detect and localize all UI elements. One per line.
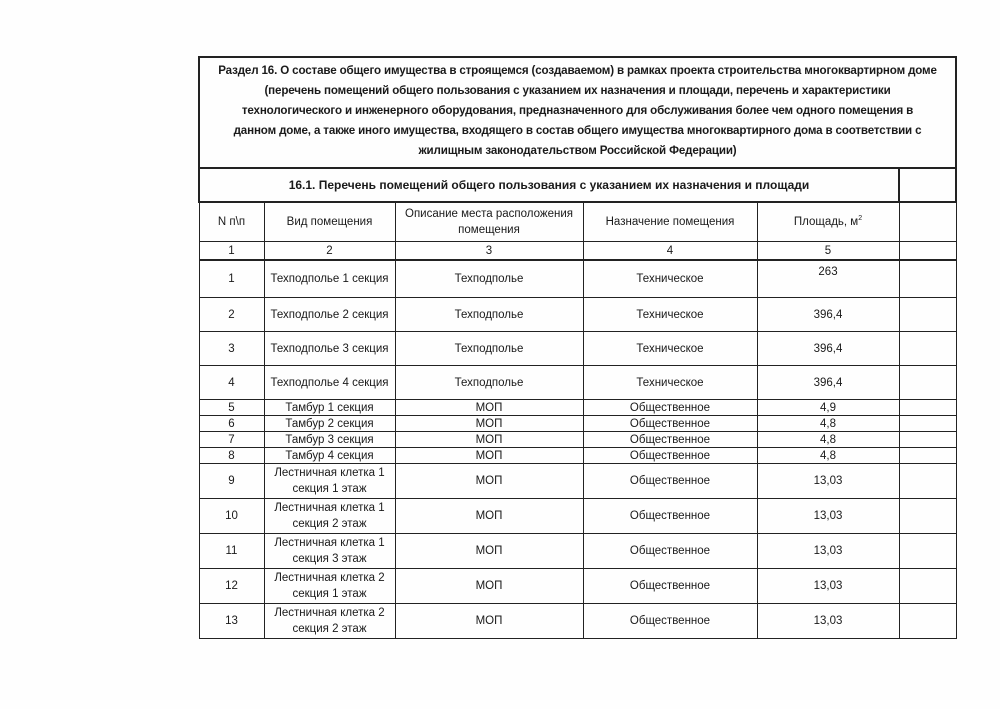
row-number: 7 bbox=[199, 432, 264, 448]
row-room-type: Техподполье 3 секция bbox=[264, 332, 395, 366]
column-number: 5 bbox=[757, 242, 899, 261]
row-area: 4,9 bbox=[757, 400, 899, 416]
row-room-type: Лестничная клетка 1 секция 2 этаж bbox=[264, 499, 395, 534]
row-location: МОП bbox=[395, 534, 583, 569]
row-empty bbox=[899, 604, 956, 639]
row-room-type: Техподполье 4 секция bbox=[264, 366, 395, 400]
row-location: МОП bbox=[395, 400, 583, 416]
table-row bbox=[199, 332, 956, 366]
header-purpose: Назначение помещения bbox=[583, 202, 757, 242]
row-area: 396,4 bbox=[757, 298, 899, 332]
table-row bbox=[199, 400, 956, 416]
header-number: N п\п bbox=[199, 202, 264, 242]
table-row bbox=[199, 499, 956, 534]
row-empty bbox=[899, 400, 956, 416]
header-room-type: Вид помещения bbox=[264, 202, 395, 242]
row-empty bbox=[899, 448, 956, 464]
row-empty bbox=[899, 260, 956, 298]
row-area: 4,8 bbox=[757, 432, 899, 448]
row-purpose: Общественное bbox=[583, 499, 757, 534]
row-area: 4,8 bbox=[757, 448, 899, 464]
table-row bbox=[199, 432, 956, 448]
row-room-type: Лестничная клетка 2 секция 1 этаж bbox=[264, 569, 395, 604]
row-area: 13,03 bbox=[757, 464, 899, 499]
header-area bbox=[757, 202, 899, 242]
row-purpose: Общественное bbox=[583, 569, 757, 604]
table-row bbox=[199, 604, 956, 639]
row-number: 4 bbox=[199, 366, 264, 400]
row-area: 13,03 bbox=[757, 604, 899, 639]
row-number: 2 bbox=[199, 298, 264, 332]
row-room-type: Тамбур 3 секция bbox=[264, 432, 395, 448]
column-number: 3 bbox=[395, 242, 583, 261]
row-empty bbox=[899, 464, 956, 499]
row-empty bbox=[899, 332, 956, 366]
row-room-type: Тамбур 2 секция bbox=[264, 416, 395, 432]
table-row bbox=[199, 366, 956, 400]
column-number: 4 bbox=[583, 242, 757, 261]
row-room-type: Техподполье 1 секция bbox=[264, 260, 395, 298]
row-number: 3 bbox=[199, 332, 264, 366]
row-room-type: Лестничная клетка 2 секция 2 этаж bbox=[264, 604, 395, 639]
subsection-title-row bbox=[199, 168, 956, 202]
row-purpose: Техническое bbox=[583, 260, 757, 298]
row-area: 263 bbox=[757, 260, 899, 298]
row-room-type: Техподполье 2 секция bbox=[264, 298, 395, 332]
row-room-type: Лестничная клетка 1 секция 1 этаж bbox=[264, 464, 395, 499]
row-purpose: Общественное bbox=[583, 604, 757, 639]
section-title bbox=[199, 57, 956, 168]
row-empty bbox=[899, 499, 956, 534]
row-purpose: Общественное bbox=[583, 432, 757, 448]
row-location: Техподполье bbox=[395, 366, 583, 400]
row-location: МОП bbox=[395, 448, 583, 464]
row-location: Техподполье bbox=[395, 332, 583, 366]
row-empty bbox=[899, 416, 956, 432]
row-purpose: Общественное bbox=[583, 416, 757, 432]
column-number: 1 bbox=[199, 242, 264, 261]
row-purpose: Техническое bbox=[583, 332, 757, 366]
area-unit-superscript: 2 bbox=[858, 215, 863, 223]
row-purpose: Общественное bbox=[583, 448, 757, 464]
empty-cell bbox=[899, 168, 956, 202]
table-row bbox=[199, 569, 956, 604]
row-number: 13 bbox=[199, 604, 264, 639]
section-title-line: технологического и инженерного оборудования, предназначенного для обслуживания более чем одного помещения в bbox=[241, 103, 914, 117]
row-empty bbox=[899, 366, 956, 400]
row-location: Техподполье bbox=[395, 260, 583, 298]
row-location: МОП bbox=[395, 432, 583, 448]
section-title-line: жилищным законодательством Российской Федерации) bbox=[418, 143, 737, 157]
row-location: МОП bbox=[395, 499, 583, 534]
row-location: МОП bbox=[395, 416, 583, 432]
column-number bbox=[899, 242, 956, 261]
row-location: МОП bbox=[395, 569, 583, 604]
row-purpose: Общественное bbox=[583, 464, 757, 499]
row-room-type: Лестничная клетка 1 секция 3 этаж bbox=[264, 534, 395, 569]
row-area: 396,4 bbox=[757, 366, 899, 400]
row-purpose: Общественное bbox=[583, 400, 757, 416]
row-empty bbox=[899, 534, 956, 569]
row-area: 13,03 bbox=[757, 534, 899, 569]
row-empty bbox=[899, 298, 956, 332]
row-number: 5 bbox=[199, 400, 264, 416]
row-area: 13,03 bbox=[757, 569, 899, 604]
section-title-line: Раздел 16. О составе общего имущества в строящемся (создаваемом) в рамках проекта строительства многоквартирном доме bbox=[218, 63, 937, 77]
row-number: 6 bbox=[199, 416, 264, 432]
section-title-line: данном доме, а также иного имущества, входящего в состав общего имущества многоквартирного дома в соответствии с bbox=[233, 123, 922, 137]
table-row bbox=[199, 416, 956, 432]
row-number: 8 bbox=[199, 448, 264, 464]
table-row bbox=[199, 534, 956, 569]
row-empty bbox=[899, 569, 956, 604]
row-number: 9 bbox=[199, 464, 264, 499]
row-purpose: Техническое bbox=[583, 298, 757, 332]
row-number: 10 bbox=[199, 499, 264, 534]
table-header-row bbox=[199, 202, 956, 242]
table-row bbox=[199, 448, 956, 464]
table-row bbox=[199, 298, 956, 332]
row-empty bbox=[899, 432, 956, 448]
row-location: МОП bbox=[395, 464, 583, 499]
section-title-line: (перечень помещений общего пользования с указанием их назначения и площади, перечень и характеристики bbox=[264, 83, 891, 97]
row-purpose: Техническое bbox=[583, 366, 757, 400]
row-location: Техподполье bbox=[395, 298, 583, 332]
common-property-table bbox=[198, 56, 957, 639]
row-area: 13,03 bbox=[757, 499, 899, 534]
column-number: 2 bbox=[264, 242, 395, 261]
column-numbers-row bbox=[199, 242, 956, 261]
row-room-type: Тамбур 1 секция bbox=[264, 400, 395, 416]
section-title-row bbox=[199, 57, 956, 168]
row-area: 396,4 bbox=[757, 332, 899, 366]
row-number: 1 bbox=[199, 260, 264, 298]
header-empty bbox=[899, 202, 956, 242]
row-area: 4,8 bbox=[757, 416, 899, 432]
subsection-title: 16.1. Перечень помещений общего пользования с указанием их назначения и площади bbox=[199, 168, 899, 202]
row-number: 12 bbox=[199, 569, 264, 604]
row-purpose: Общественное bbox=[583, 534, 757, 569]
row-number: 11 bbox=[199, 534, 264, 569]
header-location: Описание места расположения помещения bbox=[395, 202, 583, 242]
table-row bbox=[199, 464, 956, 499]
row-room-type: Тамбур 4 секция bbox=[264, 448, 395, 464]
row-location: МОП bbox=[395, 604, 583, 639]
header-area-label: Площадь, м bbox=[793, 216, 859, 228]
table-row bbox=[199, 260, 956, 298]
